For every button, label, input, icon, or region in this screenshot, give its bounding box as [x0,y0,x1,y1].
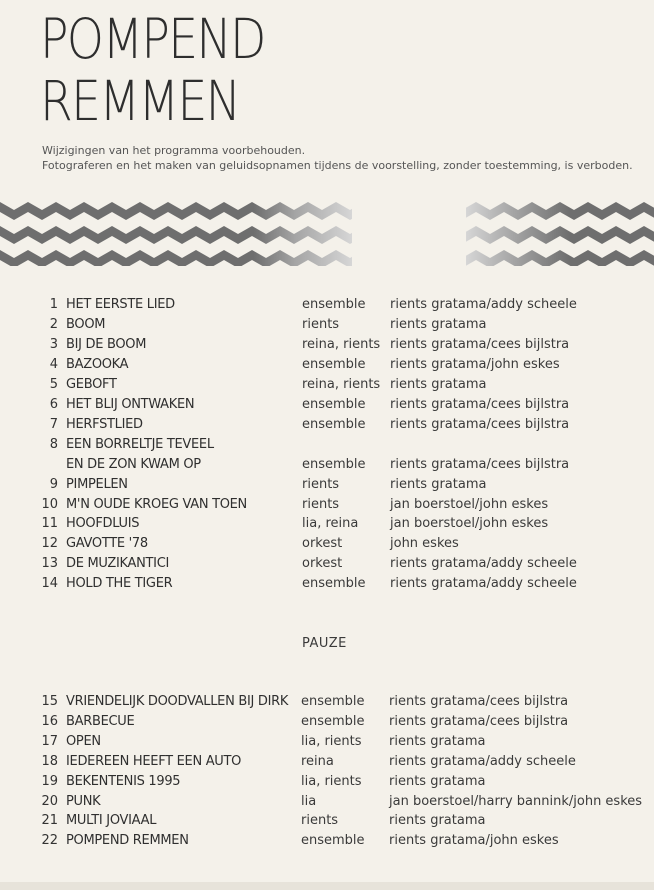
song-number: 7 [49,416,58,432]
program-row [0,437,654,457]
song-number: 19 [41,773,58,789]
song-author: rients gratama [390,476,487,492]
song-title: OPEN [66,733,101,749]
song-title: VRIENDELIJK DOODVALLEN BIJ DIRK [66,694,289,709]
song-number: 6 [49,396,58,412]
page-title [40,8,265,132]
song-number: 10 [41,496,58,512]
program-row [0,794,654,814]
song-number: 21 [41,813,58,829]
song-author: jan boerstoel/john eskes [390,496,549,512]
title-line-2: REMMEN [40,69,240,133]
program-row [0,813,654,833]
song-author: rients gratama/addy scheele [390,556,577,572]
chevron-band-left [0,198,352,268]
song-title: POMPEND REMMEN [66,833,189,849]
song-performer: lia [301,793,317,809]
song-title: BARBECUE [66,713,135,729]
title-line-1: POMPEND [40,7,265,71]
program-row [0,714,654,734]
song-number: 18 [41,753,58,769]
song-title: BIJ DE BOOM [66,336,147,352]
song-performer: ensemble [301,833,365,849]
song-performer: rients [302,496,340,512]
song-title: GEBOFT [66,376,117,392]
program-row [0,774,654,794]
song-number: 17 [41,733,58,749]
song-author: rients gratama [389,773,486,789]
song-author: rients gratama [389,813,486,829]
song-performer: ensemble [301,694,365,709]
song-number: 12 [41,536,58,552]
song-performer: lia, rients [301,773,362,789]
song-performer: orkest [302,556,343,572]
program-row [0,337,654,357]
song-title: HERFSTLIED [66,416,143,432]
song-title: HET BLIJ ONTWAKEN [66,396,195,412]
song-number: 20 [41,793,58,809]
song-performer: reina [301,753,334,769]
pause-label: PAUZE [302,636,347,651]
song-performer: lia, rients [301,733,362,749]
song-performer: reina, rients [302,336,381,352]
program-row [0,397,654,417]
song-author: rients gratama/addy scheele [390,297,577,312]
song-performer: reina, rients [302,376,381,392]
song-performer: ensemble [302,576,366,592]
song-performer: orkest [302,536,343,552]
song-author: rients gratama/cees bijlstra [389,713,569,729]
song-author: rients gratama [389,733,486,749]
song-performer: ensemble [302,297,366,312]
song-number: 5 [49,376,58,392]
song-performer: rients [301,813,339,829]
page-edge [0,882,654,890]
song-number: 11 [41,516,58,532]
song-performer: lia, reina [302,516,359,532]
program-row [0,457,654,477]
song-author: rients gratama/cees bijlstra [390,416,570,432]
song-author: rients gratama/john eskes [389,833,559,849]
notice-text [42,143,633,173]
program-row [0,477,654,497]
song-author: rients gratama [390,376,487,392]
program-row [0,516,654,536]
song-performer: ensemble [302,456,366,472]
song-author: rients gratama/addy scheele [390,576,577,592]
song-author: rients gratama/cees bijlstra [390,456,570,472]
program-row [0,694,654,714]
song-title: EN DE ZON KWAM OP [66,456,201,472]
program-row [0,497,654,517]
song-number: 2 [49,316,58,332]
song-author: rients gratama [390,316,487,332]
notice-photography: Fotograferen en het maken van geluidsopnamen tijdens de voorstelling, zonder toestemming, is verboden. [42,159,633,172]
song-performer: rients [302,316,340,332]
song-title: DE MUZIKANTICI [66,556,169,572]
song-title: MULTI JOVIAAL [66,813,157,829]
song-number: 1 [49,297,58,312]
program-row [0,754,654,774]
program-row [0,417,654,437]
song-title: BAZOOKA [66,356,129,372]
program-row [0,317,654,337]
song-performer: ensemble [302,356,366,372]
song-number: 15 [41,694,58,709]
program-row [0,536,654,556]
program-row [0,556,654,576]
song-title: PUNK [66,793,101,809]
song-author: rients gratama/cees bijlstra [390,396,570,412]
song-title: EEN BORRELTJE TEVEEL [66,436,214,452]
chevron-pattern-band [0,198,654,268]
song-title: HOOFDLUIS [66,516,140,532]
song-number: 13 [41,556,58,572]
program-row [0,357,654,377]
song-performer: rients [302,476,340,492]
song-author: rients gratama/john eskes [390,356,560,372]
song-title: HOLD THE TIGER [66,576,173,592]
song-author: rients gratama/cees bijlstra [389,694,569,709]
song-number: 16 [41,713,58,729]
program-row [0,377,654,397]
song-number: 9 [49,476,58,492]
song-title: BEKENTENIS 1995 [66,773,181,789]
song-title: GAVOTTE '78 [66,536,148,552]
song-title: BOOM [66,316,106,332]
song-title: HET EERSTE LIED [66,297,175,312]
notice-changes: Wijzigingen van het programma voorbehouden. [42,144,306,157]
song-number: 4 [49,356,58,372]
song-number: 3 [49,336,58,352]
song-title: IEDEREEN HEEFT EEN AUTO [66,753,242,769]
song-author: jan boerstoel/john eskes [390,516,549,532]
song-author: jan boerstoel/harry bannink/john eskes [389,793,643,809]
song-title: PIMPELEN [66,476,128,492]
song-number: 14 [41,576,58,592]
chevron-band-right [466,198,654,268]
song-author: john eskes [390,536,459,552]
program-row [0,297,654,317]
song-author: rients gratama/addy scheele [389,753,576,769]
program-row [0,734,654,754]
song-number: 8 [49,436,58,452]
song-author: rients gratama/cees bijlstra [390,336,570,352]
song-title: M'N OUDE KROEG VAN TOEN [66,496,247,512]
program-row [0,833,654,853]
song-performer: ensemble [302,396,366,412]
program-row [0,576,654,596]
song-number: 22 [41,833,58,849]
song-performer: ensemble [301,713,365,729]
song-performer: ensemble [302,416,366,432]
